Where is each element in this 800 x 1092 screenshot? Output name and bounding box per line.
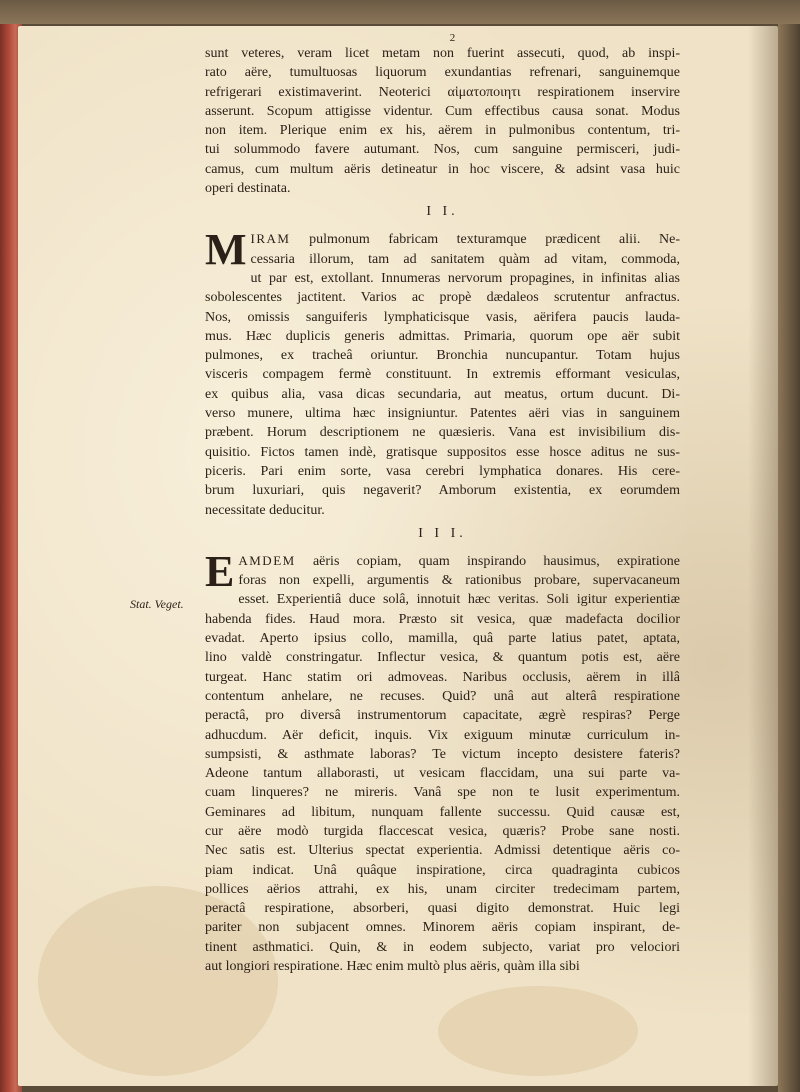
text-line: tinent asthmatici. Quin, & in eodem subjecto, variat pro velociori	[205, 939, 680, 955]
text-line: tui solummodo favere autumant. Nos, cum sanguine permisceri, judi-	[205, 142, 680, 158]
paragraph-3	[205, 546, 680, 977]
text-line: pulmones, ex tracheâ oriuntur. Bronchia nuncupantur. Totam hujus	[205, 348, 680, 364]
text-line: esset. Experientiâ duce solâ, innotuit hæc veritas. Soli igitur experientiæ	[238, 592, 680, 608]
text-line: sobolescentes jactitent. Varios ac propè dædaleos scrutentur anfractus.	[205, 290, 680, 306]
text-line: brum luxuriari, quis negaverit? Amborum existentia, ex eorumdem	[205, 483, 680, 499]
page-gutter-shadow	[748, 26, 778, 1086]
drop-cap-m: M	[205, 225, 247, 275]
margin-note: Stat. Veget.	[130, 597, 184, 611]
text-line: quisitio. Fictos tamen indè, gratisque suppositos esse hosce aditus ne sus-	[205, 444, 680, 460]
section-heading-3: I I I.	[418, 525, 467, 541]
page-stain	[438, 986, 638, 1076]
text-line: operi destinata.	[205, 181, 291, 197]
section-heading-2: I I.	[426, 204, 459, 220]
text-line: adhucdum. Aër deficit, inquis. Vix exiguum minutæ curriculum in-	[205, 727, 680, 743]
text-line: ex quibus alia, vasa dicas secundaria, aut meatus, ortum ducunt. Di-	[205, 386, 680, 402]
text-line: IRAM pulmonum fabricam texturamque prædicent alii. Ne-	[250, 231, 680, 248]
text-line: peractâ, pro diversâ instrumentorum capacitate, ægrè respiras? Perge	[205, 708, 680, 724]
next-page-edge	[778, 24, 800, 1092]
text-line: Nos, omissis sanguiferis lymphaticisque vasis, aërifera paucis lauda-	[205, 309, 680, 325]
text-line: cessaria illorum, tam ad sanitatem quàm ad vitam, commoda,	[250, 251, 680, 267]
text-line: pollices aërios attrahi, ex his, unam circiter tredecimam partem,	[205, 881, 680, 897]
text-line: Geminares ad libitum, nunquam fallente successu. Quid causæ est,	[205, 804, 680, 820]
text-line: foras non expelli, argumentis & rationibus probare, supervacaneum	[238, 573, 680, 589]
text-line: sumpsisti, & asthmate laboras? Te victum incepto desistere fateris?	[205, 746, 680, 762]
text-line: rato aëre, tumultuosas liquorum exundantias refrenari, sanguinemque	[205, 65, 680, 81]
text-column	[205, 32, 680, 976]
text-line: sunt veteres, veram licet metam non fuerint assecuti, quod, ab inspi-	[205, 46, 680, 61]
text-line: turgeat. Hanc statim ori admoveas. Naribus occlusis, aërem in illâ	[205, 669, 680, 685]
text-line: mus. Hæc duplicis generis admittas. Primaria, quorum ope aër subit	[205, 328, 680, 344]
text-line: piceris. Pari enim sorte, vasa cerebri lymphatica donares. His cere-	[205, 463, 680, 479]
text-line: necessitate deducitur.	[205, 502, 325, 518]
text-line: evadat. Aperto ipsius collo, mamilla, quâ parte latius patet, aptata,	[205, 631, 680, 647]
paragraph-1	[205, 44, 680, 198]
text-line: non item. Plerique enim ex his, aërem in pulmonibus contentum, tri-	[205, 123, 680, 139]
text-line: asserunt. Scopum attigisse videntur. Cum effectibus causa sonat. Modus	[205, 103, 680, 119]
text-line: Adeone tantum allaborasti, ut vesicam flaccidam, una sui parte va-	[205, 766, 680, 782]
text-line: visceris compagem fermè constituunt. In extremis efformant vesiculas,	[205, 367, 680, 383]
text-line: piam indicat. Unâ quâque inspiratione, circa quadraginta cubicos	[205, 862, 680, 878]
text-line: AMDEM aëris copiam, quam inspirando hausimus, expiratione	[238, 552, 680, 569]
text-line: contentum anhelare, ne recuses. Quid? unâ aut alterâ respiratione	[205, 688, 680, 704]
text-line: peractâ respiratione, absorberi, quasi digito demonstrat. Huic legi	[205, 901, 680, 917]
text-line: ut par est, extollant. Innumeras nervorum propagines, in infinitas alias	[250, 270, 680, 286]
drop-cap-e: E	[205, 546, 235, 596]
text-line: lino valdè constringatur. Inflectur vesica, & quantum potis est, aëre	[205, 650, 680, 666]
first-word-smallcaps: IRAM	[250, 231, 291, 247]
text-line: cuam linqueres? ne mireris. Vanâ spe non te lusit experimentum.	[205, 785, 680, 801]
paragraph-2	[205, 225, 680, 519]
text-line: verso munere, ultima hæc insigniuntur. Patentes aëri vias in sanguinem	[205, 406, 680, 422]
text-line: aut longiori respiratione. Hæc enim multò plus aëris, quàm illa sibi	[205, 959, 580, 975]
text-line: Nec satis est. Ulterius spectat experientia. Admissi detentique aëris co-	[205, 843, 680, 859]
text-line: refrigerari existimaverint. Neoterici αἱματοποιητι respirationem inservire	[205, 84, 680, 100]
top-edge	[0, 0, 800, 24]
text-line: pariter non subjacent omnes. Minorem aëris copiam inspirant, de-	[205, 920, 680, 936]
first-word-smallcaps: AMDEM	[238, 552, 296, 568]
text-line: cur aëre modò turgida flaccescat vesica, quæris? Probe sane nosti.	[205, 823, 680, 839]
text-line: habenda fides. Haud mora. Præsto sit vesica, quæ madefacta docilior	[205, 611, 680, 627]
page-number: 2	[449, 32, 456, 44]
text-line: camus, cum multum aëris detineatur in hoc viscere, & adsint vasa huic	[205, 161, 680, 177]
text-line: præbent. Horum descriptionem ne quæsieris. Vana est invisibilium dis-	[205, 425, 680, 441]
